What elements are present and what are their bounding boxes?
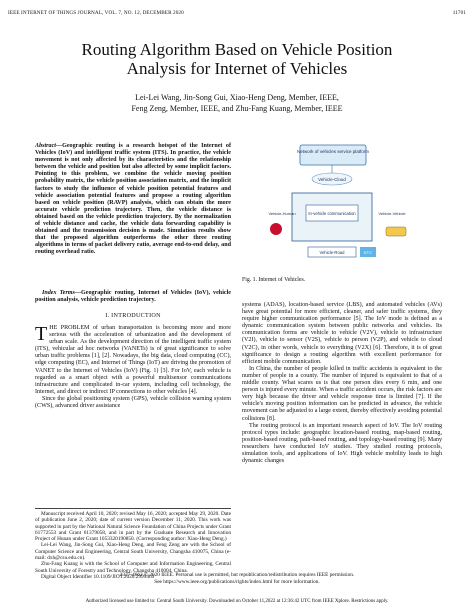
service-platform-box <box>300 145 366 165</box>
footnote-rule <box>35 508 231 509</box>
copyright-line-2: See https://www.ieee.org/publications/rights/index.html for more information. <box>154 578 320 585</box>
author-list <box>0 92 474 114</box>
footnote-manuscript: Manuscript received April 10, 2020; revised May 16, 2020; accepted May 29, 2020. Date of publication June 2, 2020; date of current version December 11, 2020. This work was supported in part by the National Natural Science Foundation of China Projects under Grant 61772553 and Grant 61379058, and in part by the Graduate Research and Innovation Project of Hunan under Grant 1053320190850. (Corresponding author: Xiao-Heng Deng.) <box>35 511 231 543</box>
car-icon <box>386 227 406 236</box>
title-line-1: Routing Algorithm Based on Vehicle Position <box>81 40 393 59</box>
journal-name: IEEE INTERNET OF THINGS JOURNAL, VOL. 7, NO. 12, DECEMBER 2020 <box>8 10 184 16</box>
right-column-text <box>242 302 442 465</box>
index-terms <box>35 290 231 304</box>
author-line-1: Lei-Lei Wang, Jin-Song Gui, Xiao-Heng Deng, Member, IEEE, <box>135 93 339 102</box>
section-heading: I. INTRODUCTION <box>105 313 161 319</box>
footnote <box>35 508 231 580</box>
running-header <box>8 10 466 16</box>
figure-iov-diagram <box>262 143 422 271</box>
right-paragraph-1: systems (ADAS), location-based service (LBS), and automated vehicles (AVs) have great potential for more efficient, cleaner, and safer traffic systems, they require higher communication performance [5]. The IoV mode is defined as a dynamic communication system between public networks and vehicles. Its communication forms are vehicle to vehicle (V2V), vehicle to infrastructure (V2I), vehicle to sensor (V2S), vehicle to person (V2P), and vehicle to cloud (V2C), in other words, vehicle to everything (V2X) [6]. Therefore, it is of great significance to design a routing algorithm with excellent performance for efficient mobile communication. <box>242 302 442 365</box>
intro-paragraph-2: Since the global positioning system (GPS), vehicle collision warning system (CWS), advanced driver assistance <box>35 395 231 410</box>
copyright-line-1: 2327-4662 © 2020 IEEE. Personal use is permitted, but republication/redistribution requires IEEE permission. <box>119 572 355 578</box>
service-platform-label: Network of vehicles service platform <box>296 149 370 154</box>
introduction <box>35 325 231 410</box>
figure-caption: Fig. 1. Internet of Vehicles. <box>242 277 306 283</box>
page-number: 11701 <box>452 10 466 16</box>
index-terms-text: Geographic routing, Internet of Vehicles (IoV), vehicle position analysis, vehicle prediction trajectory. <box>35 290 231 304</box>
right-paragraph-2: In China, the number of people killed in traffic accidents is equivalent to the number of people in a county. The number of injured is equivalent to that of a middle county. What scares us is that one person dies every 6 min, and one person is injured every minute. When a traffic accident occurs, the risk factors are very high because the driver and vehicle response time is limited [7]. If the vehicle's moving position information can be predicted in advance, the vehicle movement can be adjusted to a large extent, thereby effectively avoiding potential collisions [8]. <box>242 365 442 422</box>
authorized-use-notice: Authorized licensed use limited to: Central South University. Downloaded on October 11,2022 at 12:36:42 UTC from IEEE Xplore. Restrictions apply. <box>85 599 389 604</box>
paper-title <box>0 40 474 78</box>
etc-label: ETC <box>364 250 372 255</box>
copyright-notice <box>0 572 474 585</box>
vehicle-road-label: Vehicle-Road <box>319 250 345 255</box>
abstract-label: Abstract— <box>35 143 63 149</box>
iov-diagram <box>262 143 422 271</box>
index-terms-label: Index Terms— <box>42 290 82 296</box>
footnote-affiliation-2: Zhu-Fang Kuang is with the School of Computer and Information Engineering, Central South University of Forestry and Technology, Changsha 410004, China. <box>35 561 231 574</box>
title-line-2: Analysis for Internet of Vehicles <box>126 59 348 78</box>
vehicle-cloud-label: Vehicle-Cloud <box>318 177 346 182</box>
drop-cap: T <box>35 323 48 345</box>
vehicle-vehicle-label: Vehicle-Vehicle <box>378 211 406 216</box>
abstract <box>35 143 231 257</box>
in-vehicle-label: In-vehicle communication <box>308 211 356 216</box>
person-icon <box>270 223 282 235</box>
author-line-2: Feng Zeng, Member, IEEE, and Zhu-Fang Kuang, Member, IEEE <box>131 104 343 113</box>
vehicle-human-label: Vehicle-Human <box>268 211 296 216</box>
abstract-text: Geographic routing is a research hotspot of the Internet of Vehicles (IoV) and intelligent traffic system (ITS). In practice, the vehicle movement is not only affected by its characteristics and the relationship between the vehicle and position but also affected by some implicit factors. Pointing to this problem, we combine the vehicle moving position probability matrix, the vehicle position association matrix, and the implicit factors to study the influence of vehicle position potential features and vehicle association potential features and propose a routing algorithm based on vehicle position (RAVP) analysis, which can obtain the more accurate vehicle prediction trajectory. Then, the vehicle distance is obtained based on the vehicle prediction trajectory. By the normalization of vehicle distance and cache, the vehicle data forwarding capability is obtained and the transmission decision is made. Simulation results show that the proposed algorithm outperforms the other three routing algorithms in terms of packet delivery ratio, average end-to-end delay, and routing overhead ratio. <box>35 143 231 256</box>
intro-paragraph-1: HE PROBLEM of urban transportation is becoming more and more serious with the acceleration of urbanization and the development of urban scale. As the development direction of the intelligent traffic system (ITS), vehicular ad hoc networks (VANETs) is of great significance to solve urban traffic problems [1], [2]. Nowadays, the big data, cloud computing (CC), edge computing (EC), and Internet of Things (IoT) are driving the promotion of VANET to the Internet of Vehicles (IoV) (Fig. 1) [3]. For IoV, each vehicle is regarded as a smart object with a powerful multisensor communications infrastructure and complicated in-car system, including cell technology, the Internet, and direct or indirect IP connections to other vehicles [4]. <box>35 325 231 395</box>
footnote-affiliation-1: Lei-Lei Wang, Jin-Song Gui, Xiao-Heng Deng, and Feng Zeng are with the School of Computer Science and Engineering, Central South University, Changsha 410075, China (e-mail: dxh@csu.edu.cn). <box>35 542 231 562</box>
footnote-doi: Digital Object Identifier 10.1109/JIOT.2020.2999469 <box>41 573 155 580</box>
right-paragraph-3: The routing protocol is an important research aspect of IoV. The IoV routing protocol types include: geographic location-based routing, map-based routing, position-based routing, path-based routing, and topology-based routing [9]. Many researchers have conducted IoV studies. They studied routing protocols, simulation tools, and applications of IoV. High vehicle mobility leads to high dynamic changes <box>242 422 442 465</box>
